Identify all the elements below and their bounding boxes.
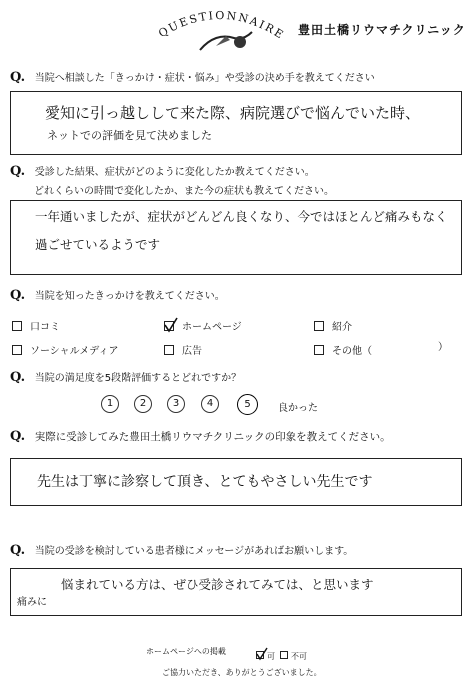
clinic-name: 豊田土橋リウマチクリニック: [298, 23, 466, 37]
checkbox[interactable]: [12, 321, 22, 331]
q1-question: [10, 71, 375, 86]
q3-option-other[interactable]: [314, 339, 372, 358]
q3-option-shoukai[interactable]: [314, 315, 352, 334]
rating-5-selected[interactable]: 5: [237, 394, 258, 415]
rating-1[interactable]: 1: [101, 395, 119, 413]
q6-answer-line1: 悩まれている方は、ぜひ受診されてみては、と思います: [61, 577, 374, 592]
option-label: ホームページ: [182, 322, 242, 333]
checkbox[interactable]: [280, 651, 288, 659]
option-yes-label: 可: [267, 652, 275, 661]
footer-publish-label: ホームページへの掲載: [146, 647, 226, 656]
q4-question: [10, 371, 241, 386]
checkmark-icon: [256, 647, 268, 661]
q3-mark: Q.: [10, 288, 26, 303]
checkbox[interactable]: [314, 345, 324, 355]
header: [0, 0, 470, 62]
rating-4[interactable]: 4: [201, 395, 219, 413]
q2-text-line2: どれくらいの時間で変化したか、また今の症状も教えてください。: [34, 186, 334, 197]
q3-option-kuchikomi[interactable]: [12, 315, 60, 334]
q3-question: [10, 289, 225, 304]
q1-answer-line1: 愛知に引っ越しして来た際、病院選びで悩んでいた時、: [45, 104, 421, 122]
rating-2[interactable]: 2: [134, 395, 152, 413]
q3-option-koukoku[interactable]: [164, 339, 202, 358]
q6-answer-box: [10, 568, 462, 616]
option-no-label: 不可: [291, 652, 307, 661]
footer-thanks: ご協力いただき、ありがとうございました。: [162, 668, 322, 677]
checkbox-checked[interactable]: [164, 321, 174, 331]
q5-mark: Q.: [10, 429, 26, 444]
option-label: ソーシャルメディア: [30, 346, 119, 357]
rating-3[interactable]: 3: [167, 395, 185, 413]
q4-mark: Q.: [10, 370, 26, 385]
q5-answer-box: [10, 458, 462, 506]
option-label: 広告: [182, 346, 202, 357]
q2-answer-line1: 一年通いましたが、症状がどんどん良くなり、今ではほとんど痛みもなく: [35, 209, 448, 224]
logo-illustration-icon: [196, 28, 256, 54]
q4-text: 当院の満足度を5段階評価するとどれですか？: [34, 373, 242, 384]
rating-end-label: 良かった: [278, 403, 318, 414]
q1-mark: Q.: [10, 70, 26, 85]
q1-answer-box: [10, 91, 462, 155]
footer-option-yes[interactable]: [256, 644, 275, 663]
q6-question: [10, 544, 353, 559]
checkbox[interactable]: [314, 321, 324, 331]
q1-text: 当院へ相談した「きっかけ・症状・悩み」や受診の決め手を教えてください: [34, 73, 375, 84]
checkbox-checked[interactable]: [256, 651, 264, 659]
checkbox[interactable]: [164, 345, 174, 355]
q3-option-social-media[interactable]: [12, 339, 119, 358]
q2-answer-box: [10, 200, 462, 275]
option-label: その他（: [332, 346, 372, 357]
q6-mark: Q.: [10, 543, 26, 558]
q2-text-line1: 受診した結果、症状がどのように変化したか教えてください。: [34, 167, 315, 178]
q5-answer: 先生は丁寧に診察して頂き、とてもやさしい先生です: [37, 474, 373, 490]
q2-answer-line2: 過ごせているようです: [35, 237, 161, 252]
checkmark-icon: [164, 317, 178, 333]
q2-question: [10, 165, 315, 180]
q3-text: 当院を知ったきっかけを教えてください。: [34, 291, 225, 302]
option-label: 紹介: [332, 322, 352, 333]
q2-mark: Q.: [10, 164, 26, 179]
footer-option-no[interactable]: [280, 644, 307, 663]
q5-question: [10, 430, 391, 444]
q6-text: 当院の受診を検討している患者様にメッセージがあればお願いします。: [34, 546, 354, 557]
checkbox[interactable]: [12, 345, 22, 355]
option-label: 口コミ: [30, 322, 60, 333]
q5-text: 実際に受診してみた豊田土橋リウマチクリニックの印象を教えてください。: [34, 431, 391, 443]
q3-other-close-paren: ）: [438, 342, 448, 353]
q6-answer-note: 痛みに: [17, 597, 47, 608]
logo-text: QUESTIONNAIRE: [156, 8, 288, 43]
q3-option-homepage[interactable]: [164, 315, 242, 334]
q1-answer-line2: ネットでの評価を見て決めました: [47, 129, 212, 142]
